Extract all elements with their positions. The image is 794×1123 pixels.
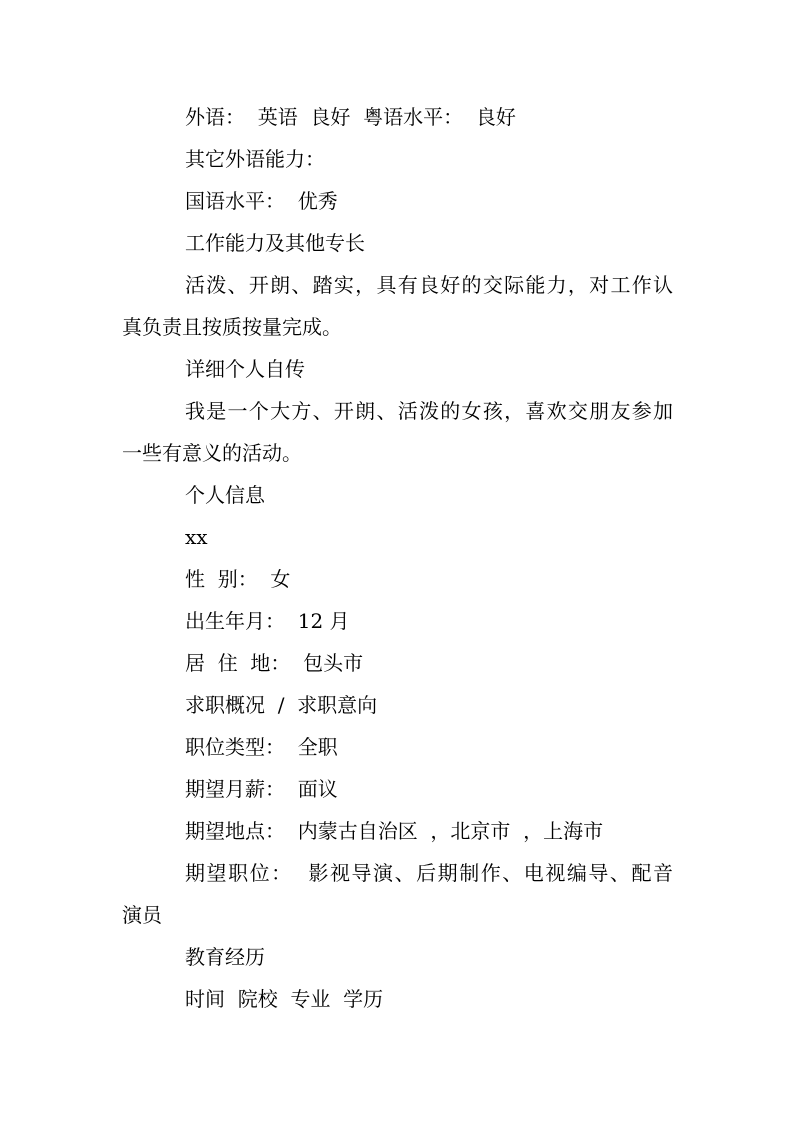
other-language-line: 其它外语能力： — [185, 147, 325, 171]
birth-month-line: 出生年月： 12 月 — [185, 609, 350, 633]
skills-text-line-1: 活泼、开朗、踏实，具有良好的交际能力，对工作认 — [185, 273, 673, 297]
autobiography-text-line-1: 我是一个大方、开朗、活泼的女孩，喜欢交朋友参加 — [185, 399, 673, 423]
skills-text-line-2: 真负责且按质按量完成。 — [122, 315, 342, 339]
autobiography-heading: 详细个人自传 — [185, 357, 305, 381]
foreign-language-line: 外语： 英语 良好 粤语水平： 良好 — [185, 105, 516, 129]
autobiography-text-line-2: 一些有意义的活动。 — [122, 441, 302, 465]
expected-location-line: 期望地点： 内蒙古自治区 ，北京市 ，上海市 — [185, 819, 604, 843]
personal-info-heading: 个人信息 — [185, 483, 265, 507]
name-line: xx — [185, 525, 208, 549]
residence-line: 居 住 地： 包头市 — [185, 651, 364, 675]
education-columns-line: 时间 院校 专业 学历 — [185, 987, 384, 1011]
skills-heading: 工作能力及其他专长 — [185, 231, 365, 255]
expected-position-line-2: 演员 — [122, 903, 162, 927]
gender-line: 性 别： 女 — [185, 567, 291, 591]
expected-position-line-1: 期望职位： 影视导演、后期制作、电视编导、配音 — [185, 861, 673, 885]
job-intention-heading: 求职概况 / 求职意向 — [185, 693, 378, 717]
mandarin-level-line: 国语水平： 优秀 — [185, 189, 338, 213]
education-heading: 教育经历 — [185, 945, 265, 969]
expected-salary-line: 期望月薪： 面议 — [185, 777, 338, 801]
job-type-line: 职位类型： 全职 — [185, 735, 338, 759]
